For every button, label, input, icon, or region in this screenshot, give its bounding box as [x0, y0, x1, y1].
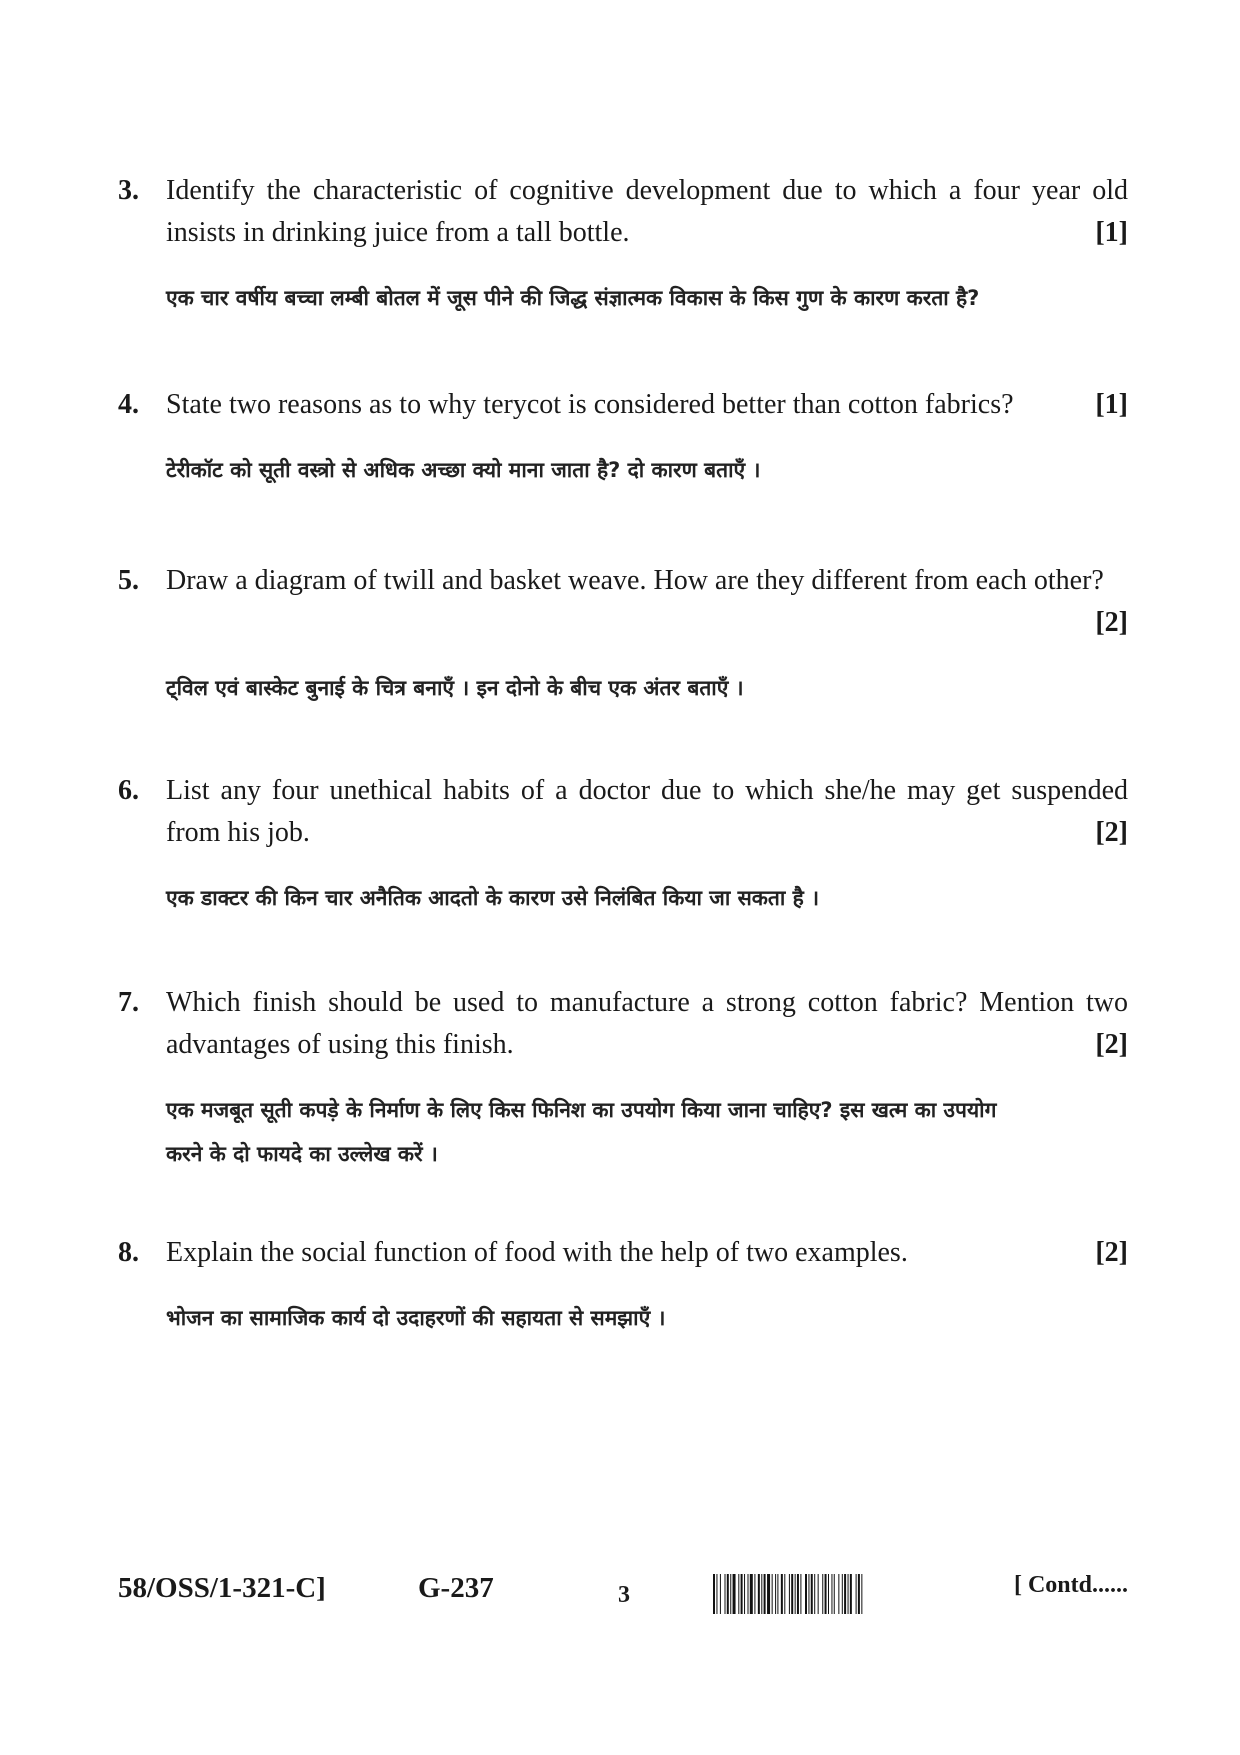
- question-text-line: advantages of using this finish.: [166, 1029, 514, 1060]
- barcode-bar: [795, 1574, 796, 1614]
- paper-code: 58/OSS/1-321-C]: [118, 1572, 326, 1604]
- question-7: [118, 982, 1128, 1176]
- question-number: 7.: [118, 987, 139, 1018]
- barcode-bar: [777, 1574, 778, 1614]
- barcode-bar: [848, 1574, 849, 1614]
- barcode-bar: [727, 1574, 729, 1614]
- barcode-bar: [775, 1574, 776, 1614]
- barcode-bar: [791, 1574, 793, 1614]
- question-text-line: Identify the characteristic of cognitive development due to which a four year old: [166, 175, 1128, 206]
- barcode-bar: [767, 1574, 770, 1614]
- question-number: 4.: [118, 389, 139, 420]
- question-text-line: List any four unethical habits of a doctor due to which she/he may get suspended: [166, 775, 1128, 806]
- barcode-bar: [784, 1574, 785, 1614]
- marks: [1]: [1095, 217, 1128, 248]
- question-number: 6.: [118, 775, 139, 806]
- barcode-bar: [818, 1574, 819, 1614]
- series-code: G-237: [418, 1572, 494, 1604]
- barcode-bar: [744, 1574, 745, 1614]
- hindi-translation: [118, 1088, 1128, 1176]
- question-text-line: Which finish should be used to manufacture a strong cotton fabric? Mention two: [166, 987, 1128, 1018]
- hindi-translation: [118, 666, 1128, 710]
- barcode-bar: [838, 1574, 839, 1614]
- barcode-bar: [750, 1574, 753, 1614]
- barcode-bar: [828, 1574, 829, 1614]
- continued-label: [ Contd......: [1013, 1572, 1128, 1598]
- marks: [1]: [1095, 389, 1128, 420]
- hindi-line: एक मजबूत सूती कपड़े के निर्माण के लिए किस फिनिश का उपयोग किया जाना चाहिए? इस खत्म का उपयोग: [166, 1098, 997, 1122]
- question-text-line: State two reasons as to why terycot is considered better than cotton fabrics?: [166, 389, 1014, 420]
- barcode-bar: [772, 1574, 773, 1614]
- barcode-bar: [761, 1574, 762, 1614]
- question-6: [118, 770, 1128, 920]
- barcode-bar: [861, 1574, 862, 1614]
- question-text-line: Draw a diagram of twill and basket weave. How are they different from each other?: [166, 565, 1104, 596]
- barcode-bar: [754, 1574, 755, 1614]
- barcode-bar: [831, 1574, 832, 1614]
- hindi-translation: [118, 448, 1128, 492]
- barcode-bar: [730, 1574, 731, 1614]
- question-text-line: insists in drinking juice from a tall bottle.: [166, 217, 630, 248]
- hindi-translation: [118, 276, 1128, 320]
- barcode-bar: [858, 1574, 860, 1614]
- hindi-line: एक डाक्टर की किन चार अनैतिक आदतो के कारण उसे निलंबित किया जा सकता है ।: [166, 886, 820, 910]
- hindi-translation: [118, 1296, 1128, 1340]
- hindi-translation: [118, 876, 1128, 920]
- barcode-bar: [797, 1574, 799, 1614]
- hindi-line: ट्विल एवं बास्केट बुनाई के चित्र बनाएँ । इन दोनो के बीच एक अंतर बताएँ ।: [166, 676, 744, 700]
- barcode-bar: [764, 1574, 766, 1614]
- question-8: [118, 1232, 1128, 1340]
- barcode-bar: [808, 1574, 809, 1614]
- barcode: [713, 1574, 989, 1614]
- barcode-bar: [741, 1574, 743, 1614]
- page-number: 3: [618, 1582, 630, 1608]
- marks: [2]: [1095, 607, 1128, 638]
- barcode-bar: [789, 1574, 790, 1614]
- page-footer: [118, 1572, 1128, 1622]
- hindi-line: भोजन का सामाजिक कार्य दो उदाहरणों की सहायता से समझाएँ ।: [166, 1306, 666, 1330]
- barcode-bar: [713, 1574, 715, 1614]
- question-number: 5.: [118, 565, 139, 596]
- barcode-bar: [716, 1574, 717, 1614]
- question-3: [118, 170, 1128, 320]
- question-4: [118, 384, 1128, 492]
- barcode-bar: [844, 1574, 846, 1614]
- barcode-bar: [800, 1574, 801, 1614]
- barcode-bar: [850, 1574, 852, 1614]
- barcode-bar: [825, 1574, 827, 1614]
- marks: [2]: [1095, 1237, 1128, 1268]
- barcode-bar: [822, 1574, 823, 1614]
- barcode-bar: [811, 1574, 813, 1614]
- barcode-bar: [758, 1574, 760, 1614]
- barcode-bar: [733, 1574, 736, 1614]
- barcode-bar: [781, 1574, 783, 1614]
- barcode-bar: [842, 1574, 843, 1614]
- question-5: [118, 560, 1128, 710]
- barcode-bar: [748, 1574, 749, 1614]
- question-number: 3.: [118, 175, 139, 206]
- barcode-bar: [805, 1574, 807, 1614]
- barcode-bar: [738, 1574, 739, 1614]
- barcode-bar: [725, 1574, 726, 1614]
- marks: [2]: [1095, 817, 1128, 848]
- hindi-line: एक चार वर्षीय बच्चा लम्बी बोतल में जूस पीने की जिद्ध संज्ञात्मक विकास के किस गुण के कारण करता है?: [166, 286, 980, 310]
- question-text-line: from his job.: [166, 817, 310, 848]
- barcode-bar: [856, 1574, 857, 1614]
- question-text-line: Explain the social function of food with the help of two examples.: [166, 1237, 908, 1268]
- hindi-line: करने के दो फायदे का उल्लेख करें ।: [166, 1142, 438, 1166]
- barcode-bar: [834, 1574, 835, 1614]
- marks: [2]: [1095, 1029, 1128, 1060]
- barcode-bar: [720, 1574, 721, 1614]
- barcode-bar: [814, 1574, 815, 1614]
- question-number: 8.: [118, 1237, 139, 1268]
- hindi-line: टेरीकॉट को सूती वस्त्रो से अधिक अच्छा क्यो माना जाता है? दो कारण बताएँ ।: [166, 458, 761, 482]
